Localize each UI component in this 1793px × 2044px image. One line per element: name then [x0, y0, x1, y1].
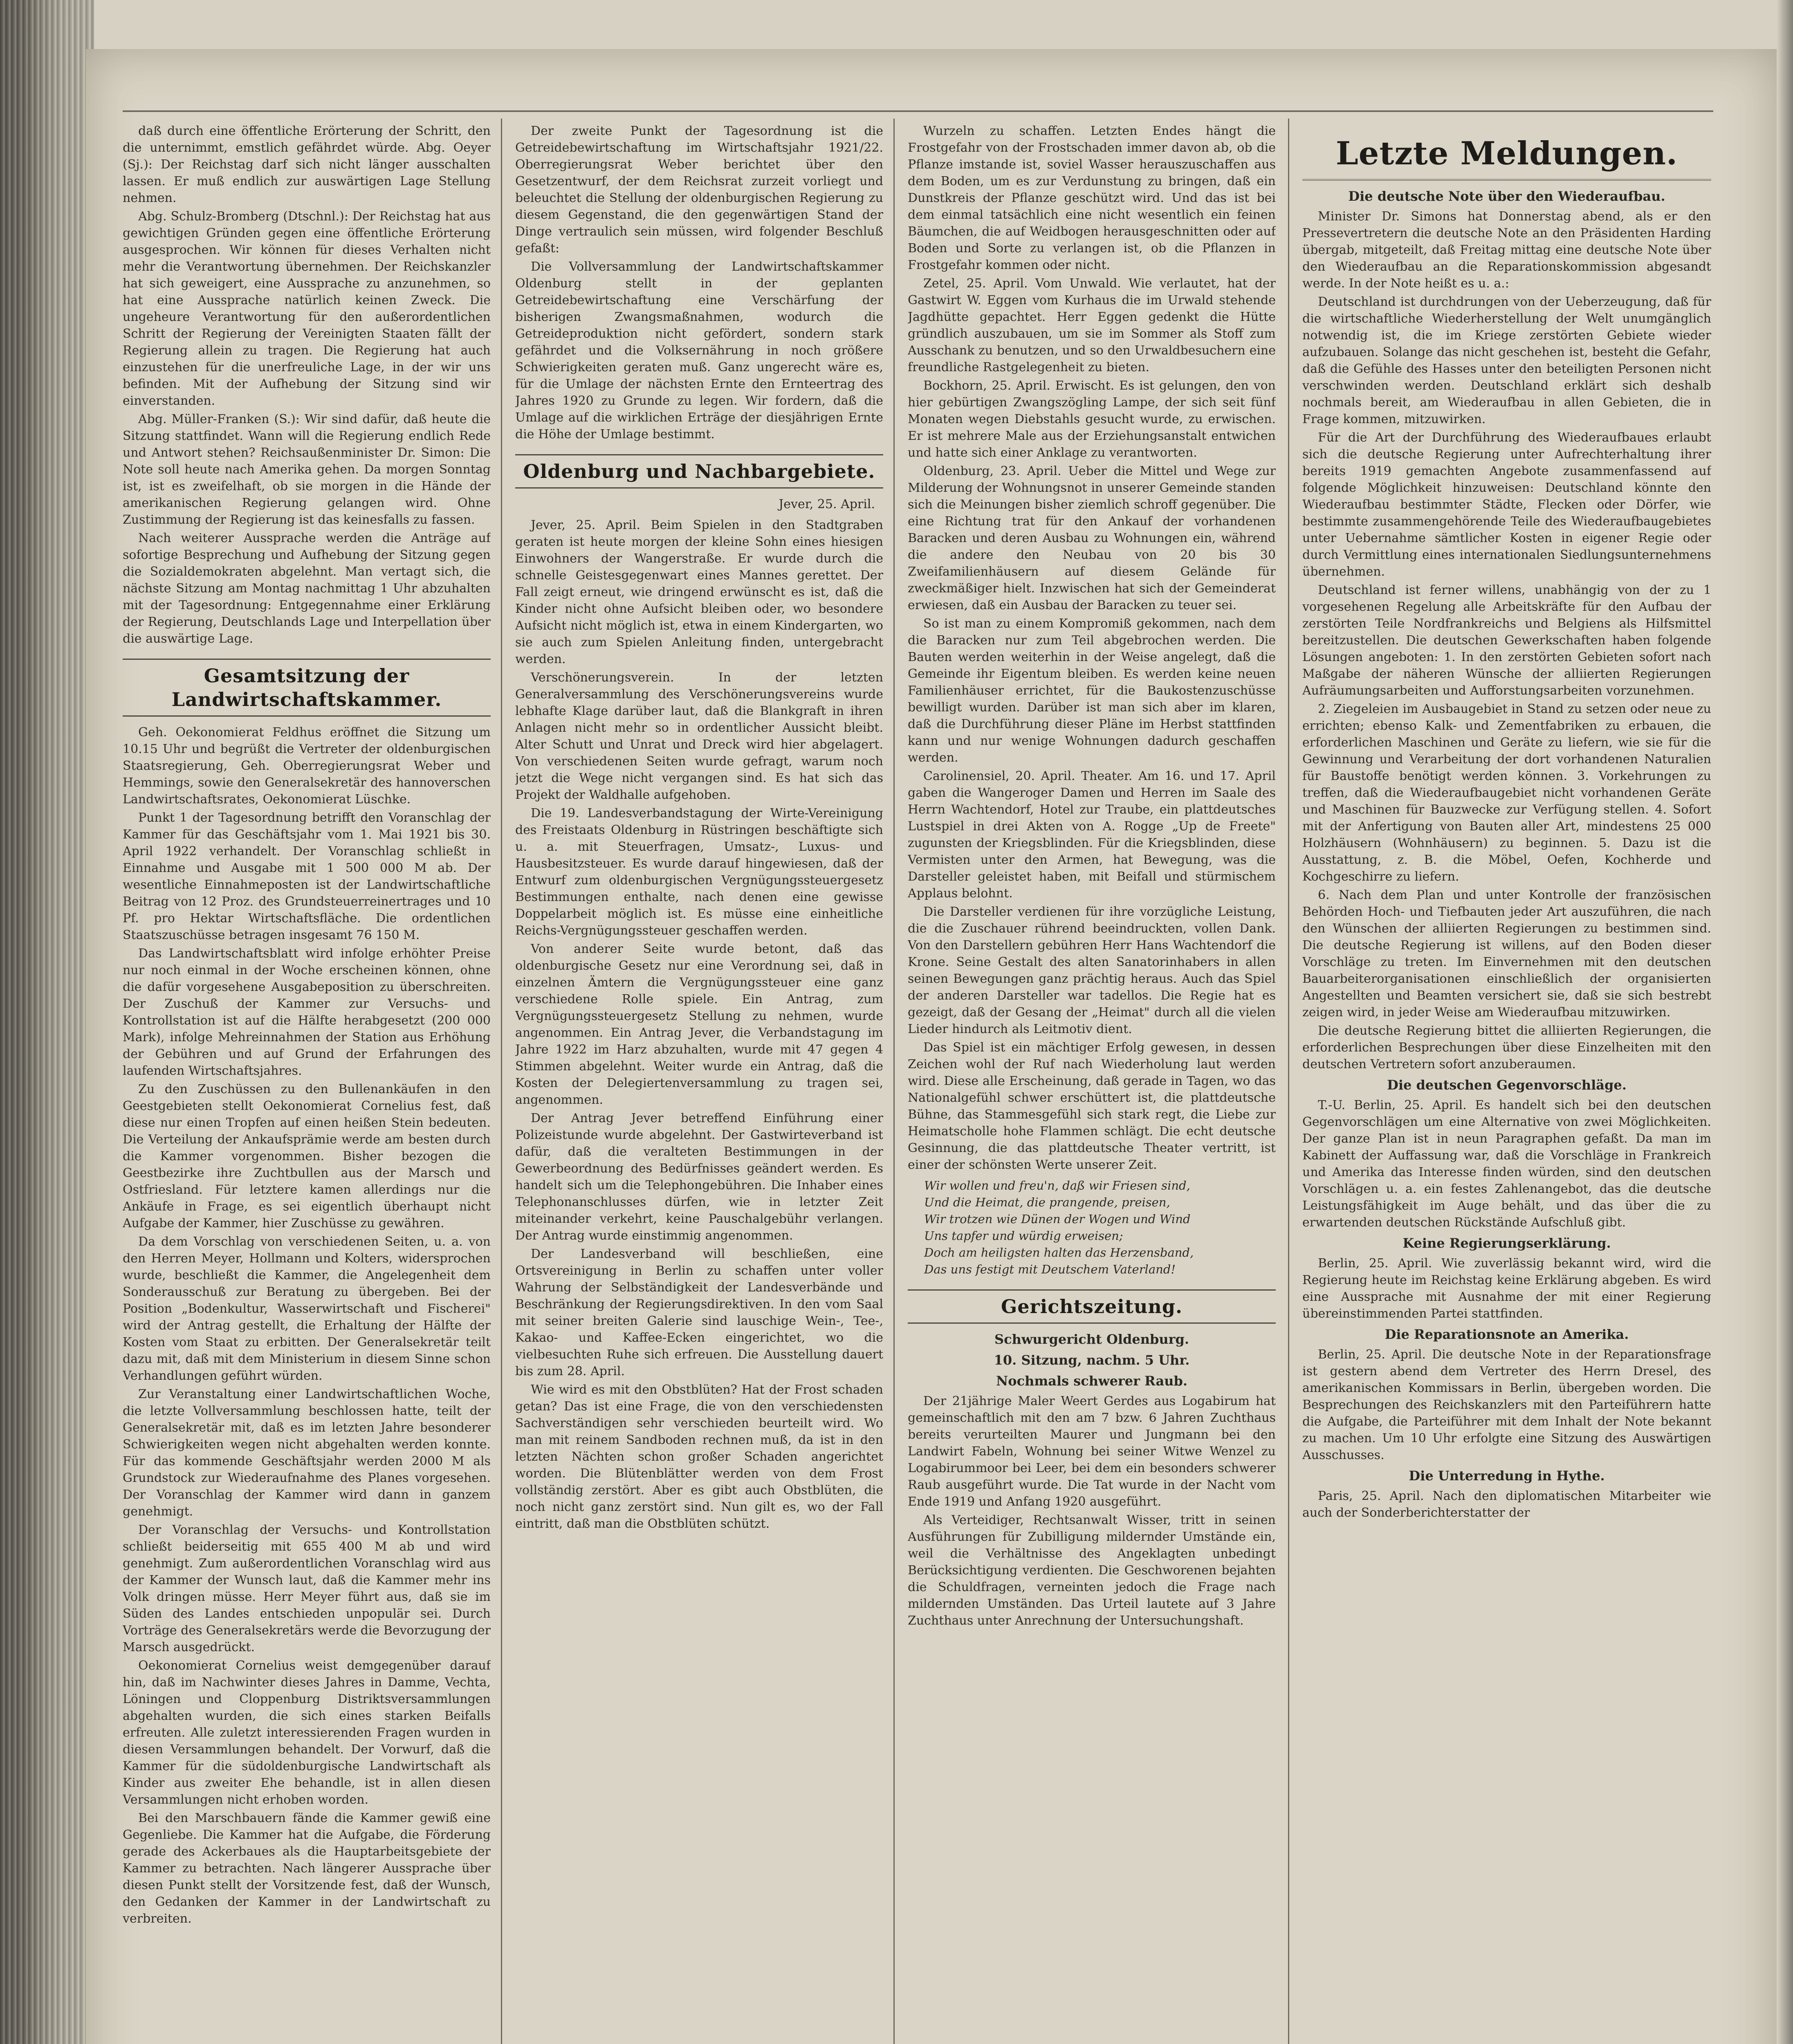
- article-paragraph: Carolinensiel, 20. April. Theater. Am 16. und 17. April gaben die Wangeroger Damen und Herren im Saale des Herrn Wachtendorf, Hotel zur Traube, ein plattdeutsches Lustspiel in drei Akten von A. Rogge „Up de Freete" zugunsten der Kriegsblinden. Für die Kriegsblinden, diese Vermisten unter den Armen, hat Bewegung, was die Darsteller geleistet haben, mit Beifall und stürmischem Applaus belohnt.: [908, 769, 1276, 901]
- article-paragraph: Abg. Schulz-Bromberg (Dtschnl.): Der Reichstag hat aus gewichtigen Gründen gegen eine öffentliche Erörterung ausgesprochen. Wir können für dieses Verhalten nicht mehr die Verantwortung übernehmen. Der Reichskanzler hat sich geweigert, eine Aussprache zu anzunehmen, so hat eine Aussprache natürlich keinen Zweck. Die ungeheure Verantwortung für den außerordentlichen Schritt der Regierung der Vereinigten Staaten fällt der Regierung allein zu tragen. Die Regierung hat auch einzustehen für die unerfreuliche Lage, in der wir uns befinden. Mit der Aufhebung der Sitzung sind wir einverstanden.: [123, 209, 491, 408]
- article-paragraph: Zur Veranstaltung einer Landwirtschaftlichen Woche, die letzte Vollversammlung beschlossen hatte, teilt der Generalsekretär mit, daß es im letzten Jahre besonderer Schwierigkeiten wegen nicht abgehalten werden konnte. Für das kommende Geschäftsjahr werden 2000 M als Grundstock zur Wiederaufnahme des Planes vorgesehen. Der Voranschlag der Kammer wird dann in ganzem genehmigt.: [123, 1387, 491, 1519]
- sub-heading: Nochmals schwerer Raub.: [996, 1373, 1187, 1389]
- page-edge-shadow: [1777, 0, 1793, 2044]
- sub-heading: Schwurgericht Oldenburg.: [994, 1331, 1189, 1347]
- article-paragraph: Da dem Vorschlag von verschiedenen Seiten, u. a. von den Herren Meyer, Hollmann und Kolters, widersprochen wurde, beschließt die Kammer, die Angelegenheit dem Sonderausschuß zur Beratung zu übergeben. Bei der Position „Bodenkultur, Wasserwirtschaft und Fischerei" wird der Antrag gestellt, die Erhaltung der Hälfte der Kosten vom Staat zu erbitten. Der Generalsekretär teilt dazu mit, daß mit dem Ministerium in diesem Sinne schon Verhandlungen geführt würden.: [123, 1235, 491, 1383]
- article-paragraph: 6. Nach dem Plan und unter Kontrolle der französischen Behörden Hoch- und Tiefbauten jeder Art auszuführen, die nach den Wünschen der alliierten Regierungen zu bestimmen sind. Die deutsche Regierung ist willens, auf den Boden dieser Vorschläge zu treten. Im Einvernehmen mit den deutschen Bauarbeiterorganisationen einschließlich der organisierten Angestellten und Beamten versichert sie, daß sie sich bestrebt zeigen wird, in jeder Weise am Wiederaufbau mitzuwirken.: [1302, 888, 1711, 1020]
- article-paragraph: Bei den Marschbauern fände die Kammer gewiß eine Gegenliebe. Die Kammer hat die Aufgabe, die Förderung gerade des Ackerbaues als die Hauptarbeitsgebiete der Kammer zu betrachten. Nach längerer Aussprache über diesen Punkt stellt der Vorsitzende fest, daß der Wunsch, den Gedanken der Kammer in der Landwirtschaft zu verbreiten.: [123, 1811, 491, 1926]
- section-heading: Gesamtsitzung der Landwirtschaftskammer.: [123, 659, 491, 717]
- article-paragraph: T.-U. Berlin, 25. April. Es handelt sich bei den deutschen Gegenvorschlägen um eine Alternative von zwei Möglichkeiten. Der ganze Plan ist in neun Paragraphen gefaßt. Da man im Kabinett der Auffassung war, daß die Vorschläge in Frankreich und Amerika das Interesse finden würden, sind den deutschen Vorschlägen u. a. ein festes Zahlenangebot, das die deutsche Leistungsfähigkeit im Auge behält, und das über die zu erwartenden deutschen Rückstände Aufschluß gibt.: [1302, 1098, 1711, 1230]
- article-paragraph: Oekonomierat Cornelius weist demgegenüber darauf hin, daß im Nachwinter dieses Jahres in Damme, Vechta, Löningen und Cloppenburg Distriktsversammlungen abgehalten wurden, die sich eines starken Beifalls erfreuten. Alle zuletzt interessierenden Fragen wurden in diesen Versammlungen behandelt. Der Vorwurf, daß die Kammer für die südoldenburgische Landwirtschaft als Kinder aus zweiter Ehe behandle, ist in allen diesen Versammlungen nicht erhoben worden.: [123, 1659, 491, 1807]
- article-paragraph: Paris, 25. April. Nach den diplomatischen Mitarbeiter wie auch der Sonderberichterstatter der: [1302, 1489, 1711, 1520]
- book-binding-edge: [0, 0, 94, 2044]
- article-paragraph: 2. Ziegeleien im Ausbaugebiet in Stand zu setzen oder neue zu errichten; ebenso Kalk- und Zementfabriken zu erbauen, die erforderlichen Maschinen und Geräte zu liefern, wie sie für die Gewinnung und Verarbeitung der dort vorhandenen Naturalien für Baustoffe benötigt werden können. 3. Vorkehrungen zu treffen, daß die Wiederaufbaugebiet nicht vorhandenen Geräte und Maschinen für Bauzwecke zur Verfügung stellen. 4. Sofort mit der Anfertigung von Bauten aller Art, mindestens 25 000 Holzhäusern (Wohnhäusern) zu beginnen. 5. Dazu ist die Ausstattung, z. B. die Möbel, Oefen, Kochherde und Kochgeschirre zu liefern.: [1302, 702, 1711, 884]
- section-heading: Gerichtszeitung.: [908, 1289, 1276, 1324]
- section-heading: Oldenburg und Nachbargebiete.: [515, 454, 883, 489]
- section-heading-main: Letzte Meldungen.: [1302, 134, 1711, 181]
- article-paragraph: Die deutsche Regierung bittet die alliierten Regierungen, die erforderlichen Besprechungen über diese Einzelheiten mit den deutschen Vertretern sofort anzuberaumen.: [1302, 1024, 1711, 1071]
- article-paragraph: So ist man zu einem Kompromiß gekommen, nach dem die Baracken nur zum Teil abgebrochen werden. Die Bauten werden weiterhin in der Weise angelegt, daß die Gemeinde ihr Eigentum bleiben. Es werden keine neuen Familienhäuser errichtet, für die Baukostenzuschüsse bewilligt wurden. Darüber ist man sich aber im klaren, daß die Durchführung dieser Pläne im Herbst stattfinden kann und nur wenige Wohnungen dadurch geschaffen werden.: [908, 616, 1276, 765]
- article-paragraph: Der Landesverband will beschließen, eine Ortsvereinigung in Berlin zu schaffen unter voller Wahrung der Selbständigkeit der Landesverbände und Beschränkung der Regierungsdirektiven. In den vom Saal mit seiner breiten Galerie sind lauschige Wein-, Tee-, Kakao- und Kaffee-Ecken eingerichtet, wo die vielbesuchten Ruhe sich erfreuen. Die Ausstellung dauert bis zum 28. April.: [515, 1247, 883, 1378]
- column-3: [908, 123, 1276, 2044]
- article-paragraph: Von anderer Seite wurde betont, daß das oldenburgische Gesetz nur eine Verordnung sei, daß in einzelnen Ämtern die Vergnügungssteuer eine ganz verschiedene Rolle spiele. Ein Antrag, zum Vergnügungssteuergesetz Stellung zu nehmen, wurde angenommen. Ein Antrag Jever, die Verbandstagung im Jahre 1922 im Harz abzuhalten, wurde mit 47 gegen 4 Stimmen abgelehnt. Weiter wurde ein Antrag, daß die Kosten der Delegiertenversammlung zu tragen sei, angenommen.: [515, 942, 883, 1107]
- article-paragraph: Das Landwirtschaftsblatt wird infolge erhöhter Preise nur noch einmal in der Woche erscheinen können, ohne die dafür vorgesehene Ausgabeposition zu überschreiten. Der Zuschuß der Kammer zur Versuchs- und Kontrollstation ist auf die Hälfte herabgesetzt (200 000 Mark), infolge Mehreinnahmen der Station aus Erhöhung der Gebühren und auf Grund der Erfahrungen des laufenden Wirtschaftsjahres.: [123, 946, 491, 1078]
- article-paragraph: Jever, 25. April. Beim Spielen in den Stadtgraben geraten ist heute morgen der kleine Sohn eines hiesigen Einwohners der Wangerstraße. Er wurde durch die schnelle Geistesgegenwart eines Mannes gerettet. Der Fall zeigt erneut, wie dringend erwünscht es ist, daß die Kinder nicht ohne Aufsicht bleiben oder, wo besondere Aufsicht nicht möglich ist, etwa in einem Kindergarten, wo sie auch zum Spielen Anleitung finden, untergebracht werden.: [515, 518, 883, 666]
- article-paragraph: daß durch eine öffentliche Erörterung der Schritt, den die unternimmt, emstlich gefährdet würde. Abg. Oeyer (Sj.): Der Reichstag darf sich nicht länger ausschalten lassen. Er muß endlich zur auswärtigen Lage Stellung nehmen.: [123, 124, 491, 205]
- article-paragraph: Die Vollversammlung der Landwirtschaftskammer Oldenburg stellt in der geplanten Getreidebewirtschaftung eine Verschärfung der bisherigen Zwangsmaßnahmen, wodurch die Getreideproduktion nicht gefördert, sondern stark gefährdet und die Volksernährung in noch größere Schwierigkeiten geraten muß. Ganz ungerecht wäre es, für die Umlage der nächsten Ernte den Ernteertrag des Jahres 1920 zu Grunde zu legen. Wir fordern, daß die Umlage auf die wirklichen Erträge der diesjährigen Ernte die Höhe der Umlage bestimmt.: [515, 260, 883, 442]
- sub-heading: Die Reparationsnote an Amerika.: [1385, 1327, 1629, 1342]
- poem-line: Wir wollen und freu'n, daß wir Friesen sind,: [924, 1179, 1190, 1192]
- column-2: [515, 123, 883, 2044]
- article-paragraph: Zetel, 25. April. Vom Unwald. Wie verlautet, hat der Gastwirt W. Eggen vom Kurhaus die im Urwald stehende Jagdhütte gepachtet. Herr Eggen gedenkt die Hütte gründlich auszubauen, um sie im Sommer als Stoff zum Ausschank zu benutzen, und so den Urwaldbesuchern eine freundliche Rastgelegenheit zu bieten.: [908, 276, 1276, 374]
- article-paragraph: Berlin, 25. April. Wie zuverlässig bekannt wird, wird die Regierung heute im Reichstag keine Erklärung abgeben. Es wird eine Aussprache mit Ausnahme der mit einer Regierung übereinstimmenden Partei stattfinden.: [1302, 1256, 1711, 1321]
- article-paragraph: Minister Dr. Simons hat Donnerstag abend, als er den Pressevertretern die deutsche Note an den Präsidenten Harding übergab, mitgeteilt, daß Freitag mittag eine deutsche Note über den Wiederaufbau an die Reparationskommission abgesandt werde. In der Note heißt es u. a.:: [1302, 209, 1711, 291]
- article-paragraph: Oldenburg, 23. April. Ueber die Mittel und Wege zur Milderung der Wohnungsnot in unserer Gemeinde standen sich die Meinungen bisher ziemlich schroff gegenüber. Die eine Richtung trat für den Ankauf der vorhandenen Baracken und deren Ausbau zu Wohnungen ein, während die andere den Neubau von 20 bis 30 Zweifamilienhäusern auf diesem Gelände für zweckmäßiger hielt. Inzwischen hat sich der Gemeinderat erwiesen, daß ein Ausbau der Baracken zu teuer sei.: [908, 464, 1276, 612]
- column-rule: [893, 119, 895, 2044]
- article-paragraph: Wurzeln zu schaffen. Letzten Endes hängt die Frostgefahr von der Frostschaden immer davon ab, ob die Pflanze imstande ist, soviel Wasser herauszuschaffen aus dem Boden, um es zur Verdunstung zu bringen, daß ein Dunstkreis der Pflanze geschützt wird. Und das ist bei dem einmal tatsächlich eine nicht wesentlich ein feinen Bäumchen, die auf Weidbogen herausgeschnitten oder auf Boden und Sorte zu verlangen ist, ob die Pflanzen in Frostgefahr kommen oder nicht.: [908, 124, 1276, 272]
- article-paragraph: Wie wird es mit den Obstblüten? Hat der Frost schaden getan? Das ist eine Frage, die von den verschiedensten Sachverständigen sehr verschieden beurteilt wird. Wo man mit reinem Sandboden rechnen muß, da ist in den letzten Nächten schon großer Schaden angerichtet worden. Die Blütenblätter werden von dem Frost vollständig zerstört. Aber es gibt auch Obstblüten, die noch nicht ganz zerstört sind. Nun gilt es, wo der Fall eintritt, daß man die Obstblüten schützt.: [515, 1383, 883, 1531]
- sub-heading: Keine Regierungserklärung.: [1403, 1235, 1611, 1251]
- sub-heading: Die deutschen Gegenvorschläge.: [1387, 1077, 1627, 1093]
- article-paragraph: Verschönerungsverein. In der letzten Generalversammlung des Verschönerungsvereins wurde lebhafte Klage darüber laut, daß die Blankgraft in ihren Anlagen nicht mehr so in ordentlicher Aussicht bleibt. Alter Schutt und Unrat und Dreck wird hier abgelagert. Von verschiedenen Seiten wurde gefragt, warum noch jetzt die Wege nicht vergangen sind. Es hat sich das Projekt der Waldhalle aufgehoben.: [515, 670, 883, 802]
- article-paragraph: Abg. Müller-Franken (S.): Wir sind dafür, daß heute die Sitzung stattfindet. Wann will die Regierung endlich Rede und Antwort stehen? Reichsaußenminister Dr. Simon: Die Note soll heute nach Amerika gehen. Da morgen Sonntag ist, ist es zweifelhaft, ob sie morgen in die Hände der amerikanischen Regierung gelangen wird. Ohne Zustimmung der Regierung ist das keinesfalls zu fassen.: [123, 412, 491, 527]
- article-paragraph: Deutschland ist ferner willens, unabhängig von der zu 1 vorgesehenen Regelung alle Arbeitskräfte für den Aufbau der zerstörten Teile Nordfrankreichs und Belgiens als Hilfsmittel bereitzustellen. Die deutschen Gewerkschaften haben folgende Lösungen angeboten: 1. In den zerstörten Gebieten sofort nach Maßgabe der näheren Wünsche der alliierten Regierungen Aufräumungsarbeiten und Aufforstungsarbeiten vorzunehmen.: [1302, 583, 1711, 698]
- poem-line: Das uns festigt mit Deutschem Vaterland!: [924, 1262, 1176, 1276]
- article-paragraph: Für die Art der Durchführung des Wiederaufbaues erlaubt sich die deutsche Regierung unter Aufrechterhaltung ihrer bereits 1919 gemachten Angebote zusammenfassend auf folgende Möglichkeit hinzuweisen: Deutschland könnte den Wiederaufbau bestimmter Städte, Flecken oder Dörfer, wie bestimmte zusammengehörende Teile des Wiederaufbaugebietes unter Uebernahme sämtlicher Kosten in eigener Regie oder durch Vermittlung eines internationalen Siedlungsunternehmens übernehmen.: [1302, 430, 1711, 579]
- dateline: Jever, 25. April.: [779, 497, 875, 511]
- poem-line: Wir trotzen wie Dünen der Wogen und Wind: [924, 1212, 1191, 1226]
- newspaper-page: [86, 49, 1777, 2044]
- poem-line: Doch am heiligsten halten das Herzensband,: [924, 1246, 1194, 1260]
- article-paragraph: Das Spiel ist ein mächtiger Erfolg gewesen, in dessen Zeichen wohl der Ruf nach Wiederholung laut werden wird. Diese alle Erscheinung, daß gerade in Tagen, wo das Nationalgefühl schwer erschüttert ist, die plattdeutsche Bühne, das Stammesgefühl sich stark regt, die Liebe zur Heimatscholle hohe Flammen schlägt. Die echt deutsche Gesinnung, die das plattdeutsche Theater vertritt, ist einer der schönsten Werte unserer Zeit.: [908, 1040, 1276, 1172]
- column-rule: [1288, 119, 1289, 2044]
- column-1: [123, 123, 491, 2044]
- article-paragraph: Der zweite Punkt der Tagesordnung ist die Getreidebewirtschaftung im Wirtschaftsjahr 1921/22. Oberregierungsrat Weber berichtet über den Gesetzentwurf, der dem Reichsrat zurzeit vorliegt und beleuchtet die Stellung der oldenburgischen Regierung zu diesem Gegenstand, die den gegenwärtigen Stand der Dinge vertraulich sein müssen, wird folgender Beschluß gefaßt:: [515, 124, 883, 256]
- article-paragraph: Berlin, 25. April. Die deutsche Note in der Reparationsfrage ist gestern abend dem Vertreter des Herrn Dresel, des amerikanischen Kommissars in Berlin, übergeben worden. Die Besprechungen des Reichskanzlers mit den Parteiführern hatte die Aufgabe, die Parteiführer mit dem Inhalt der Note bekannt zu machen. Um 10 Uhr erfolgte eine Sitzung des Auswärtigen Ausschusses.: [1302, 1347, 1711, 1462]
- article-paragraph: Der Voranschlag der Versuchs- und Kontrollstation schließt beiderseitig mit 655 400 M ab und wird genehmigt. Zum außerordentlichen Voranschlag wird aus der Kammer der Wunsch laut, daß die Kammer mehr ins Volk dringen müsse. Herr Meyer führt aus, daß sie im Süden des Landes entschieden unpopulär sei. Durch Vorträge des Generalsekretärs werde die Bevorzugung der Marsch ausgedrückt.: [123, 1523, 491, 1654]
- article-paragraph: Deutschland ist durchdrungen von der Ueberzeugung, daß für die wirtschaftliche Wiederherstellung der Welt unumgänglich notwendig ist, die im Kriege zerstörten Gebiete wieder aufzubauen. Solange das nicht geschehen ist, besteht die Gefahr, daß die Gefühle des Hasses unter den beteiligten Personen nicht verschwinden werden. Deutschland erklärt sich deshalb nochmals bereit, am Wiederaufbau in allen Gebieten, die in Frage kommen, mitzuwirken.: [1302, 295, 1711, 426]
- poem-line: Und die Heimat, die prangende, preisen,: [924, 1195, 1170, 1209]
- article-paragraph: Nach weiterer Aussprache werden die Anträge auf sofortige Besprechung und Aufhebung der Sitzung gegen die Sozialdemokraten abgelehnt. Man vertagt sich, die nächste Sitzung am Montag nachmittag 1 Uhr abzuhalten mit der Tagesordnung: Entgegennahme einer Erklärung der Regierung, Deutschlands Lage und Interpellation über die auswärtige Lage.: [123, 531, 491, 646]
- top-rule: [123, 110, 1713, 112]
- article-paragraph: Zu den Zuschüssen zu den Bullenankäufen in den Geestgebieten stellt Oekonomierat Cornelius fest, daß diese nur einen Tropfen auf einen heißen Stein bedeuten. Die Verteilung der Ankaufsprämie werde am besten durch die Kammer vorgenommen. Bisher bezogen die Geestbezirke ihre Zuchtbullen aus der Marsch und Ostfriesland. Für letztere kamen allerdings nur die Ankäufe in Frage, es sei eigentlich überhaupt nicht Aufgabe der Kammer, hier Zuschüsse zu gewähren.: [123, 1082, 491, 1230]
- article-paragraph: Die Darsteller verdienen für ihre vorzügliche Leistung, die die Zuschauer rührend beeindruckten, vollen Dank. Von den Darstellern gebühren Herr Hans Wachtendorf die Krone. Seine Gestalt des alten Sanatorinhabers in allen seinen Bewegungen ganz prächtig heraus. Auch das Spiel der anderen Darsteller war tadellos. Die Regie hat es gezeigt, daß der Gesang der „Heimat" durch all die vielen Lieder hindurch als Leitmotiv dient.: [908, 905, 1276, 1036]
- article-paragraph: Bockhorn, 25. April. Erwischt. Es ist gelungen, den von hier gebürtigen Zwangszögling Lampe, der sich seit fünf Monaten wegen Diebstahls gesucht wurde, zu erwischen. Er ist mehrere Male aus der Erziehungsanstalt entwichen und hatte sich einer Anklage zu verantworten.: [908, 379, 1276, 460]
- article-paragraph: Die 19. Landesverbandstagung der Wirte-Vereinigung des Freistaats Oldenburg in Rüstringen beschäftigte sich u. a. mit Steuerfragen, Umsatz-, Luxus- und Hausbesitzsteuer. Es wurde darauf hingewiesen, daß der Entwurf zum oldenburgischen Vergnügungssteuergesetz Bestimmungen enthalte, nach denen eine gewisse Doppelarbeit möglich ist. Es müsse eine einheitliche Reichs-Vergnügungssteuer geschaffen werden.: [515, 806, 883, 938]
- sub-heading: Die deutsche Note über den Wiederaufbau.: [1348, 188, 1665, 204]
- article-paragraph: Der Antrag Jever betreffend Einführung einer Polizeistunde wurde abgelehnt. Der Gastwirteverband ist dafür, daß die veralteten Bestimmungen in der Gewerbeordnung des Bedürfnisses geändert werden. Es handelt sich um die Telephongebühren. Die Inhaber eines Telephonanschlusses dürfen, wie in letzter Zeit miteinander verkehrt, keine Pauschalgebühr verlangen. Der Antrag wurde einstimmig angenommen.: [515, 1111, 883, 1243]
- article-paragraph: Als Verteidiger, Rechtsanwalt Wisser, tritt in seinen Ausführungen für Zubilligung mildernder Umstände ein, weil die Verhältnisse des Angeklagten unbedingt Berücksichtigung verdienten. Die Geschworenen bejahten die Schuldfragen, verneinten jedoch die Frage nach mildernden Umständen. Das Urteil lautete auf 3 Jahre Zuchthaus unter Anrechnung der Untersuchungshaft.: [908, 1513, 1276, 1628]
- sub-heading: 10. Sitzung, nachm. 5 Uhr.: [994, 1352, 1190, 1368]
- article-paragraph: Der 21jährige Maler Weert Gerdes aus Logabirum hat gemeinschaftlich mit den am 7 bzw. 6 Jahren Zuchthaus bereits verurteilten Maurer und Jungmann bei den Landwirt Fabeln, Wohnung bei seiner Witwe Wenzel zu Logabirummoor bei Leer, bei dem ein besonders schwerer Raub ausgeführt wurde. Die Tat wurde in der Nacht vom Ende 1919 und Anfang 1920 ausgeführt.: [908, 1394, 1276, 1509]
- column-rule: [501, 119, 502, 2044]
- sub-heading: Die Unterredung in Hythe.: [1409, 1468, 1605, 1484]
- column-4: [1302, 123, 1711, 2044]
- article-paragraph: Geh. Oekonomierat Feldhus eröffnet die Sitzung um 10.15 Uhr und begrüßt die Vertreter der oldenburgischen Staatsregierung, Geh. Oberregierungsrat Weber und Hemmings, sowie den Generalsekretär des hannoverschen Landwirtschaftsrates, Oekonomierat Lüschke.: [123, 725, 491, 807]
- poem: [924, 1177, 1259, 1278]
- article-paragraph: Punkt 1 der Tagesordnung betrifft den Voranschlag der Kammer für das Geschäftsjahr vom 1. Mai 1921 bis 30. April 1922 verhandelt. Der Voranschlag schließt in Einnahme und Ausgabe mit 1 500 000 M ab. Der wesentliche Einnahmeposten ist der Landwirtschaftliche Beitrag von 12 Proz. des Grundsteuerreinertrages und 10 Pf. pro Hektar Wirtschaftsfläche. Die ordentlichen Staatszuschüsse betragen insgesamt 76 150 M.: [123, 811, 491, 942]
- poem-line: Uns tapfer und würdig erweisen;: [924, 1229, 1123, 1243]
